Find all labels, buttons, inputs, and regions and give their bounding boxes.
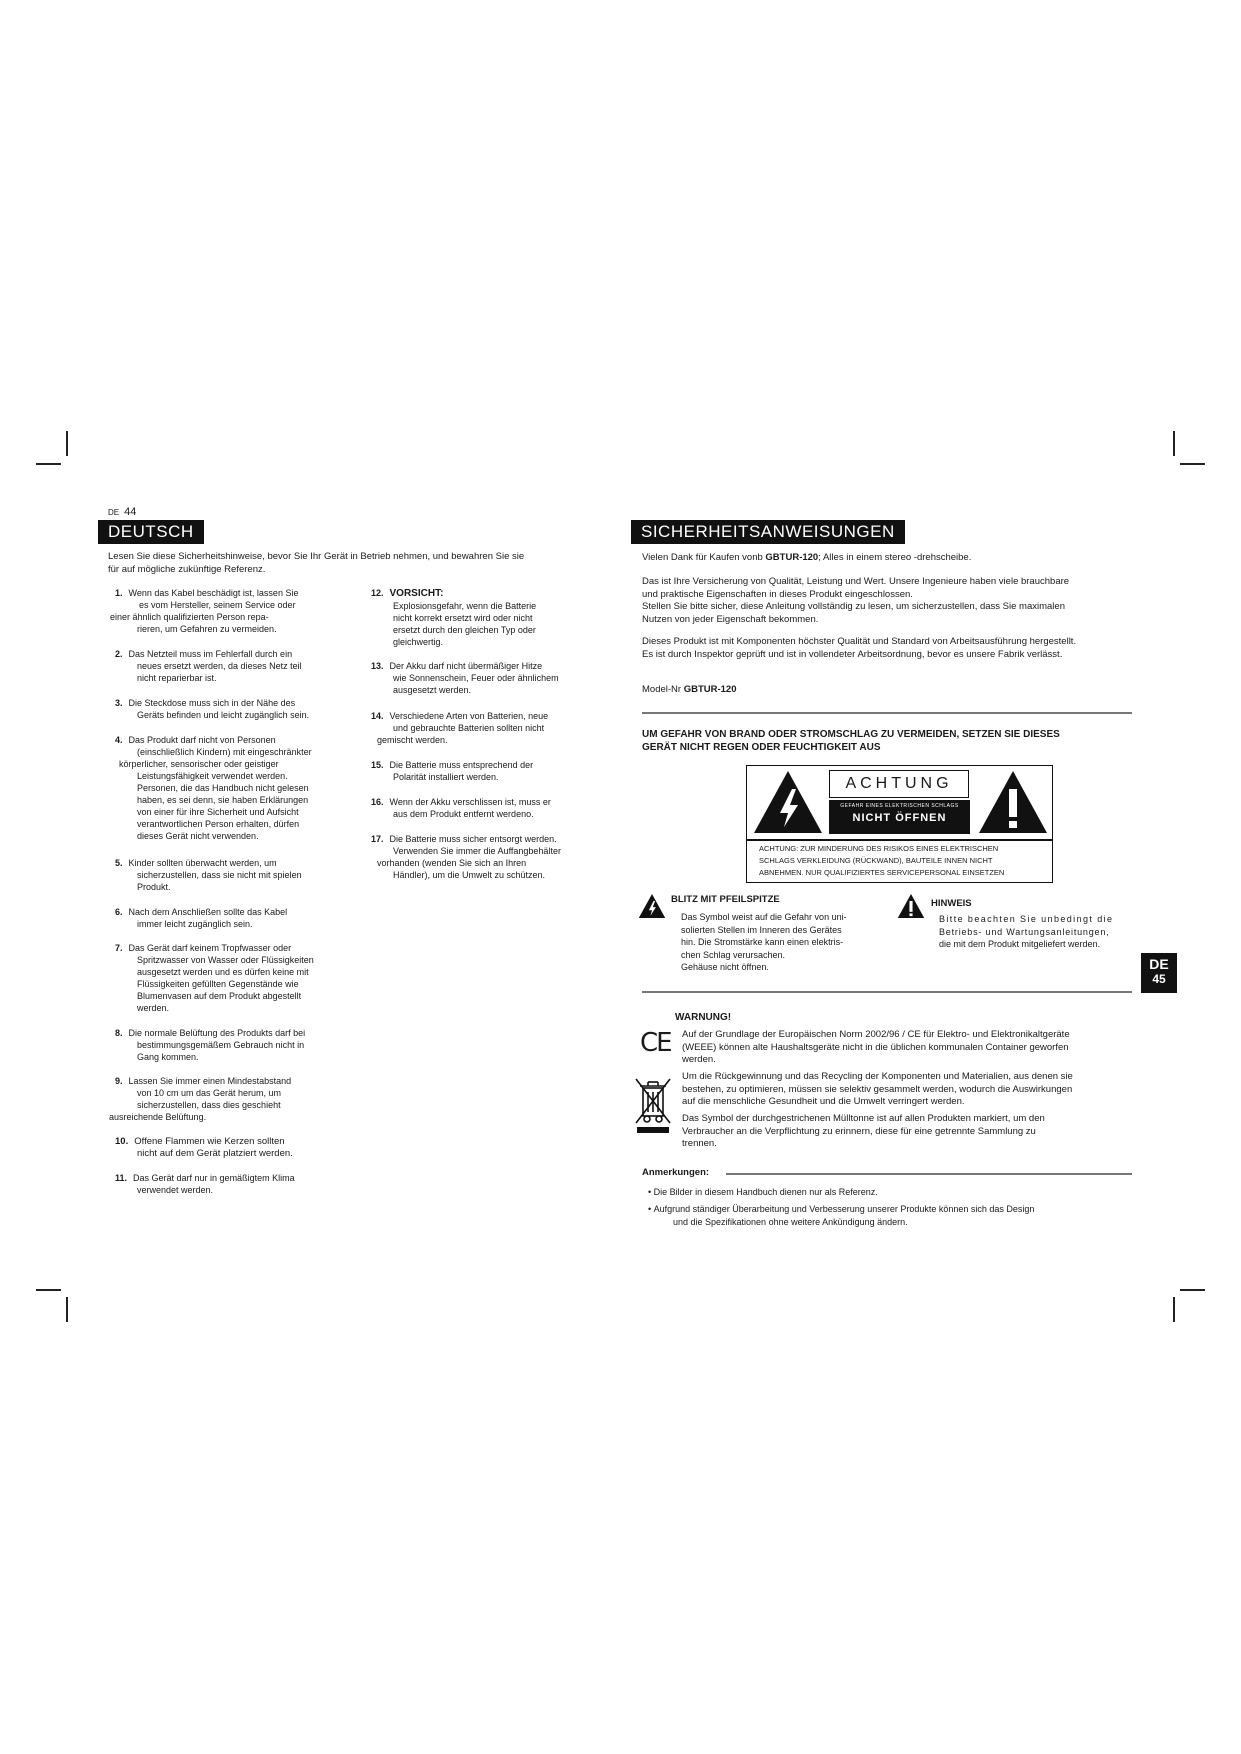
thanks-text bbox=[642, 552, 1132, 565]
item-line: verwendet werden. bbox=[137, 1185, 214, 1195]
page-number-value: 44 bbox=[124, 506, 137, 518]
item-number: 17. bbox=[371, 834, 384, 844]
item-line: Verschiedene Arten von Batterien, neue bbox=[389, 711, 549, 721]
item-number: 10. bbox=[115, 1136, 129, 1147]
achtung-title: ACHTUNG bbox=[829, 770, 969, 798]
list-item bbox=[371, 833, 611, 881]
item-line: Nach dem Anschließen sollte das Kabel bbox=[128, 907, 288, 917]
item-line: Die Batterie muss sicher entsorgt werden. bbox=[389, 834, 557, 844]
thanks-prefix: Vielen Dank für Kaufen vonb bbox=[642, 552, 766, 563]
item-line: von einer für ihre Sicherheit und Aufsicht bbox=[137, 807, 299, 817]
lightning-line: chen Schlag verursachen. bbox=[681, 949, 786, 960]
list-item bbox=[371, 796, 611, 820]
item-number: 12. bbox=[371, 588, 384, 598]
thanks-suffix: ; Alles in einem stereo -drehscheibe. bbox=[818, 552, 972, 563]
achtung-warning-label bbox=[746, 765, 1053, 883]
side-tab bbox=[1141, 953, 1177, 993]
list-item bbox=[115, 906, 365, 930]
recycle-line: bestehen, zu optimieren, müssen sie selektiv gesammelt werden, wodurch die Auswirkungen bbox=[682, 1083, 1073, 1095]
item-line: ausreichende Belüftung. bbox=[109, 1112, 207, 1122]
item-line: bestimmungsgemäßem Gebrauch nicht in bbox=[137, 1040, 305, 1050]
notes-rule bbox=[726, 1173, 1132, 1175]
item-line: nicht auf dem Gerät platziert werden. bbox=[137, 1148, 293, 1159]
achtung-note-line: ABNEHMEN. NUR QUALIFIZIERTES SERVICEPERSONAL EINSETZEN bbox=[759, 868, 1005, 877]
lightning-triangle-icon bbox=[752, 769, 824, 835]
list-item bbox=[109, 1075, 365, 1123]
item-line: gleichwertig. bbox=[393, 637, 444, 647]
item-line: Gang kommen. bbox=[137, 1052, 199, 1062]
crop-mark bbox=[66, 1297, 68, 1322]
item-number: 15. bbox=[371, 760, 384, 770]
crop-mark bbox=[1180, 1289, 1205, 1291]
warning-heading-line: GERÄT NICHT REGEN ODER FEUCHTIGKEIT AUS bbox=[642, 741, 881, 753]
divider-rule bbox=[642, 991, 1132, 993]
paragraph-components bbox=[642, 636, 1132, 661]
crop-mark bbox=[36, 1289, 61, 1291]
crop-mark bbox=[66, 431, 68, 456]
crop-mark bbox=[1180, 463, 1205, 465]
bin-line: Verbraucher an die Verpflichtung zu erinnern, diese für eine getrennte Sammlung zu bbox=[682, 1125, 1036, 1137]
item-line: sicherzustellen, dass dies geschieht bbox=[137, 1100, 281, 1110]
ce-line: werden. bbox=[682, 1054, 716, 1065]
thanks-model: GBTUR-120 bbox=[765, 552, 819, 563]
item-number: 11. bbox=[115, 1173, 128, 1183]
achtung-note-line: SCHLAGS VERKLEIDUNG (RÜCKWAND), BAUTEILE INNEN NICHT bbox=[759, 856, 993, 865]
crop-mark bbox=[1173, 431, 1175, 456]
item-line: einer ähnlich qualifizierten Person repa- bbox=[110, 612, 269, 622]
crop-mark bbox=[36, 463, 61, 465]
item-line: Die Steckdose muss sich in der Nähe des bbox=[128, 698, 296, 708]
recycle-line: auf die menschliche Gesundheit und die Umwelt verringert werden. bbox=[682, 1096, 965, 1107]
item-line: Flüssigkeiten gefüllten Gegenstände wie bbox=[137, 979, 299, 989]
achtung-bar bbox=[829, 800, 970, 834]
item-line: Wenn das Kabel beschädigt ist, lassen Sie bbox=[128, 588, 299, 598]
warning-heading-line: UM GEFAHR VON BRAND ODER STROMSCHLAG ZU VERMEIDEN, SETZEN SIE DIESES bbox=[642, 729, 1060, 740]
achtung-do-not-open: NICHT ÖFFNEN bbox=[852, 812, 947, 824]
intro-line: Lesen Sie diese Sicherheitshinweise, bevor Sie Ihr Gerät in Betrieb nehmen, und bewahren Sie sie bbox=[108, 551, 525, 562]
lightning-line: Gehäuse nicht öffnen. bbox=[681, 962, 769, 972]
item-number: 1. bbox=[115, 588, 123, 598]
item-line: Polarität installiert werden. bbox=[393, 772, 499, 782]
item-line: Personen, die das Handbuch nicht gelesen bbox=[137, 783, 309, 793]
item-line: vorhanden (wenden Sie sich an Ihren bbox=[377, 858, 527, 868]
item-line: Wenn der Akku verschlissen ist, muss er bbox=[389, 797, 551, 807]
item-line: sicherzustellen, dass sie nicht mit spielen bbox=[137, 870, 302, 880]
item-line: wie Sonnenschein, Feuer oder ähnlichem bbox=[393, 673, 559, 683]
bullet-dot: • bbox=[648, 1187, 654, 1197]
item-line: Kinder sollten überwacht werden, um bbox=[128, 858, 277, 868]
item-line: Produkt. bbox=[137, 882, 171, 892]
bin-line: Das Symbol der durchgestrichenen Mülltonne ist auf allen Produkten markiert, um den bbox=[682, 1113, 1045, 1124]
item-line: Das Netzteil muss im Fehlerfall durch ein bbox=[128, 649, 293, 659]
warnung-title: WARNUNG! bbox=[675, 1012, 732, 1023]
side-tab-lang: DE bbox=[1149, 956, 1169, 972]
item-line: ausgesetzt werden und es dürfen keine mit bbox=[137, 967, 309, 977]
item-line: nicht korrekt ersetzt wird oder nicht bbox=[393, 613, 533, 623]
item-line: neues ersetzt werden, da dieses Netz teil bbox=[137, 661, 302, 671]
paragraph-line: Stellen Sie bitte sicher, diese Anleitung vollständig zu lesen, um sicherzustellen, dass Sie maximalen bbox=[642, 601, 1065, 612]
bin-line: trennen. bbox=[682, 1138, 717, 1149]
notes-bullet bbox=[648, 1186, 1128, 1199]
item-line: Explosionsgefahr, wenn die Batterie bbox=[393, 601, 537, 611]
achtung-divider bbox=[747, 839, 1052, 841]
item-line: verantwortlichen Person erhalten, dürfen bbox=[137, 819, 300, 829]
list-item bbox=[115, 1136, 365, 1160]
item-line: ausgesetzt werden. bbox=[393, 685, 472, 695]
list-item bbox=[371, 710, 611, 746]
paragraph-line: Nutzen von jeder Eigenschaft bekommen. bbox=[642, 613, 819, 625]
notes-line: Die Bilder in diesem Handbuch dienen nur als Referenz. bbox=[653, 1187, 878, 1197]
bin-text bbox=[682, 1113, 1137, 1151]
item-line: körperlicher, sensorischer oder geistiger bbox=[119, 759, 279, 769]
paragraph-line: Das ist Ihre Versicherung von Qualität, Leistung und Wert. Unsere Ingenieure haben viele brauchbare bbox=[642, 576, 1070, 587]
item-line: Verwenden Sie immer die Auffangbehälter bbox=[393, 846, 561, 856]
list-item bbox=[371, 660, 611, 696]
list-item bbox=[115, 857, 365, 893]
warning-heading bbox=[642, 729, 1132, 754]
exclamation-small-icon bbox=[897, 893, 925, 919]
item-line: ersetzt durch den gleichen Typ oder bbox=[393, 625, 536, 635]
ce-line: Auf der Grundlage der Europäischen Norm 2002/96 / CE für Elektro- und Elektronikaltgeräte bbox=[682, 1029, 1070, 1040]
paragraph-line: Dieses Produkt ist mit Komponenten höchster Qualität und Standard von Arbeitsausführung hergestellt. bbox=[642, 636, 1077, 647]
crop-mark bbox=[1173, 1297, 1175, 1322]
lightning-line: hin. Die Stromstärke kann einen elektris- bbox=[681, 937, 844, 947]
item-line: gemischt werden. bbox=[377, 735, 448, 745]
hinweis-line: Betriebs- und Wartungsanleitungen, bbox=[939, 926, 1110, 937]
list-item bbox=[115, 734, 365, 842]
item-number: 2. bbox=[115, 649, 123, 659]
item-line: es vom Hersteller, seinem Service oder bbox=[139, 600, 296, 610]
list-item bbox=[115, 1027, 365, 1063]
achtung-note-line: ACHTUNG: ZUR MINDERUNG DES RISIKOS EINES ELEKTRISCHEN bbox=[759, 844, 999, 853]
notes-line: und die Spezifikationen ohne weitere Ankündigung ändern. bbox=[673, 1216, 908, 1227]
item-line: aus dem Produkt entfernt werdeno. bbox=[393, 809, 534, 819]
item-number: 16. bbox=[371, 797, 384, 807]
side-tab-page: 45 bbox=[1152, 972, 1166, 986]
item-line: rieren, um Gefahren zu vermeiden. bbox=[137, 624, 277, 634]
item-line: Spritzwasser von Wasser oder Flüssigkeiten bbox=[137, 955, 314, 965]
hinweis-line: Bitte beachten Sie unbedingt die bbox=[939, 914, 1114, 924]
item-number: 4. bbox=[115, 735, 123, 745]
item-number: 3. bbox=[115, 698, 123, 708]
item-line: Die Batterie muss entsprechend der bbox=[389, 760, 534, 770]
intro-text bbox=[108, 551, 598, 576]
item-line: Leistungsfähigkeit verwendet werden. bbox=[137, 771, 288, 781]
list-item bbox=[371, 587, 611, 648]
divider-rule bbox=[642, 712, 1132, 714]
paragraph-line: Es ist durch Inspektor geprüft und ist in vollendeter Arbeitsordnung, bevor es unsere Fabrik verlässt. bbox=[642, 648, 1063, 660]
list-item bbox=[110, 587, 355, 635]
exclamation-triangle-icon bbox=[977, 769, 1049, 835]
item-line: dieses Gerät nicht verwenden. bbox=[137, 831, 259, 841]
page-number bbox=[108, 506, 136, 518]
hinweis-line: die mit dem Produkt mitgeliefert werden. bbox=[939, 939, 1101, 949]
item-number: 6. bbox=[115, 907, 123, 917]
list-item bbox=[115, 697, 365, 721]
paragraph-line: und praktische Eigenschaften in dieses Produkt eingeschlossen. bbox=[642, 588, 913, 600]
section-title-deutsch: DEUTSCH bbox=[98, 520, 204, 544]
lightning-line: Das Symbol weist auf die Gefahr von uni- bbox=[681, 912, 847, 922]
crossed-bin-icon bbox=[633, 1076, 673, 1134]
model-value: GBTUR-120 bbox=[683, 684, 737, 695]
recycle-line: Um die Rückgewinnung und das Recycling der Komponenten und Materialien, aus denen sie bbox=[682, 1071, 1073, 1082]
item-line: Der Akku darf nicht übermäßiger Hitze bbox=[389, 661, 543, 671]
item-number: 13. bbox=[371, 661, 384, 671]
notes-title: Anmerkungen: bbox=[642, 1167, 710, 1178]
item-line: Händler), um die Umwelt zu schützen. bbox=[393, 870, 546, 880]
lightning-small-icon bbox=[638, 893, 666, 919]
item-line: Offene Flammen wie Kerzen sollten bbox=[134, 1136, 285, 1147]
paragraph-quality bbox=[642, 576, 1132, 626]
item-line: (einschließlich Kindern) mit eingeschränkter bbox=[137, 747, 312, 757]
bullet-dot: • bbox=[648, 1204, 654, 1214]
list-item bbox=[115, 942, 365, 1014]
section-title-sicherheitsanweisungen: SICHERHEITSANWEISUNGEN bbox=[631, 520, 905, 544]
item-line: Das Gerät darf keinem Tropfwasser oder bbox=[128, 943, 292, 953]
achtung-subtitle: GEFAHR EINES ELEKTRISCHEN SCHLAGS bbox=[840, 803, 959, 809]
item-line: werden. bbox=[137, 1003, 170, 1013]
list-item bbox=[115, 1172, 365, 1196]
lightning-text bbox=[681, 911, 881, 974]
item-number: 8. bbox=[115, 1028, 123, 1038]
item-line: Das Produkt darf nicht von Personen bbox=[128, 735, 276, 745]
model-label: Model-Nr bbox=[642, 684, 684, 695]
item-number: 9. bbox=[115, 1076, 123, 1086]
item-title: VORSICHT: bbox=[389, 588, 444, 599]
hinweis-text bbox=[939, 913, 1139, 951]
item-line: nicht reparierbar ist. bbox=[137, 673, 217, 683]
item-line: Das Gerät darf nur in gemäßigtem Klima bbox=[133, 1173, 295, 1183]
ce-text bbox=[682, 1029, 1137, 1067]
achtung-note bbox=[759, 843, 1044, 879]
model-number bbox=[642, 684, 1132, 697]
item-number: 14. bbox=[371, 711, 384, 721]
page-prefix: DE bbox=[108, 508, 120, 517]
hinweis-title: HINWEIS bbox=[931, 898, 972, 909]
achtung-center bbox=[829, 770, 969, 834]
lightning-title: BLITZ MIT PFEILSPITZE bbox=[671, 894, 780, 905]
list-item bbox=[371, 759, 611, 783]
item-line: Die normale Belüftung des Produkts darf bei bbox=[128, 1028, 306, 1038]
recycle-text bbox=[682, 1071, 1137, 1109]
item-line: haben, es sei denn, sie haben Erklärungen bbox=[137, 795, 309, 805]
list-item bbox=[115, 648, 355, 684]
item-line: Lassen Sie immer einen Mindestabstand bbox=[128, 1076, 292, 1086]
ce-mark-icon: CE bbox=[640, 1028, 671, 1058]
item-line: immer leicht zugänglich sein. bbox=[137, 919, 253, 929]
intro-line: für auf mögliche zukünftige Referenz. bbox=[108, 563, 266, 575]
item-line: Blumenvasen auf dem Produkt abgestellt bbox=[137, 991, 302, 1001]
notes-bullet bbox=[648, 1203, 1128, 1228]
lightning-line: solierten Stellen im Inneren des Gerätes bbox=[681, 924, 842, 935]
ce-line: (WEEE) können alte Haushaltsgeräte nicht in die üblichen kommunalen Container geworfen bbox=[682, 1041, 1069, 1053]
item-line: von 10 cm um das Gerät herum, um bbox=[137, 1088, 282, 1098]
notes-line: Aufgrund ständiger Überarbeitung und Verbesserung unserer Produkte können sich das Design bbox=[653, 1204, 1035, 1214]
item-number: 5. bbox=[115, 858, 123, 868]
item-line: Geräts befinden und leicht zugänglich sein. bbox=[137, 710, 310, 720]
item-number: 7. bbox=[115, 943, 123, 953]
item-line: und gebrauchte Batterien sollten nicht bbox=[393, 723, 545, 733]
